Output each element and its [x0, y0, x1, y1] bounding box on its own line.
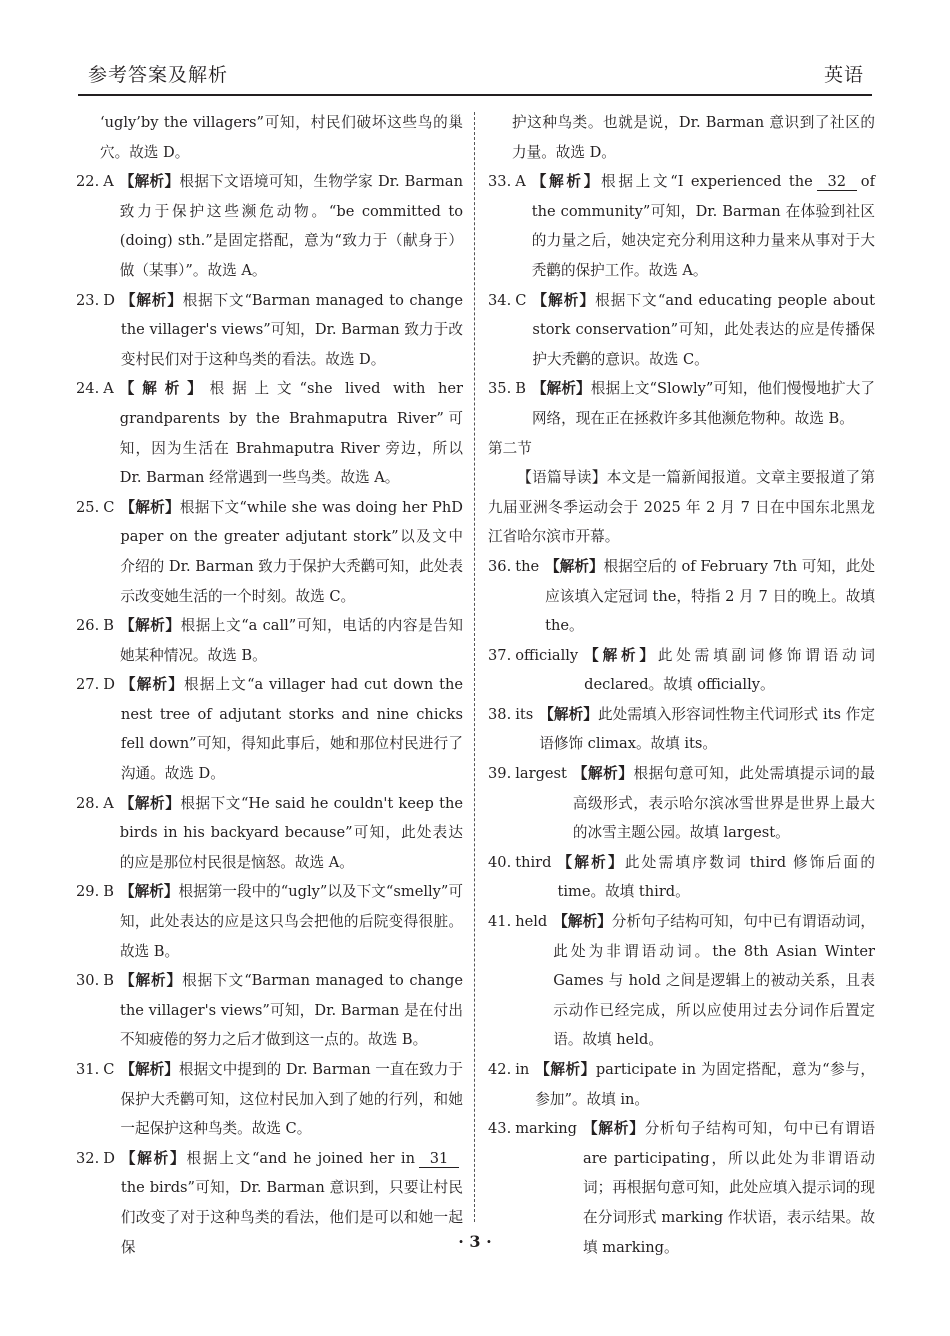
answer-entry-22 [76, 167, 463, 285]
analysis-tag: 【解析】 [531, 380, 591, 398]
question-number: 39. [488, 765, 512, 783]
explanation-text: 根据文中提到的 Dr. Barman 一直在致力于保护大秃鹳可知，这位村民加入到了她的行列，和她一起保护这种鸟类。故选 C。 [120, 1061, 463, 1138]
explanation-text: 根据空后的 of February 7th 可知，此处应该填入定冠词 the，特指 2 月 7 日的晚上。故填 the。 [545, 557, 875, 635]
explanation-text: 根据上文“I experienced the [601, 173, 813, 191]
answer-key: B [103, 883, 114, 901]
answer-entry-28 [76, 789, 463, 878]
analysis-tag: 【解析】 [572, 765, 634, 783]
answer-entry-38 [488, 700, 875, 759]
analysis-tag: 【解析】 [539, 705, 598, 723]
answer-key: C [103, 498, 115, 516]
answer-entry-23 [76, 286, 463, 375]
question-number: 42. [488, 1061, 512, 1078]
explanation-text-cont: the birds”可知，Dr. Barman 意识到，只要让村民们改变了对于这种鸟类的看法，他们是可以和她一起保 [120, 1179, 463, 1256]
explanation-text: 根据第一段中的“ugly”以及下文“smelly”可知，此处表达的应是这只鸟会把他的后院变得很脏。故选 B。 [119, 883, 463, 960]
explanation-text: 分析句子结构可知，句中已有谓语 are participating，所以此处为非谓语动词；再根据句意可知，此处应填入提示词的现在分词形式 marking 作状语，表示结果。故填 marking。 [583, 1120, 875, 1256]
explanation-text: 此处需填入形容词性物主代词形式 its 作定语修饰 climax。故填 its。 [539, 705, 875, 753]
answer-key: D [103, 291, 115, 309]
continuation-text: 护这种鸟类。也就是说，Dr. Barman 意识到了社区的力量。故选 D。 [512, 114, 875, 161]
answer-key: A [103, 173, 114, 191]
answer-entry-29 [76, 877, 463, 966]
explanation-text: 根据下文“Barman managed to change the villager's views”可知，Dr. Barman 致力于改变村民们对于这种鸟类的看法。故选 D。 [120, 291, 463, 368]
left-column [76, 108, 463, 1262]
answer-key: officially [515, 646, 579, 664]
header-rule [78, 94, 872, 96]
answer-entry-33 [488, 167, 875, 285]
analysis-tag: 【解析】 [119, 173, 180, 191]
answer-key: in [515, 1061, 530, 1078]
answer-key: C [515, 291, 527, 309]
explanation-text: 根据下文“and educating people about stork conservation”可知，此处表达的应是传播保护大秃鹳的意识。故选 C。 [532, 291, 875, 368]
answer-key: largest [515, 765, 567, 783]
blank-number: 32 [817, 174, 857, 191]
page-number: · 3 · [458, 1232, 492, 1251]
answer-key: D [103, 676, 115, 694]
question-number: 32. [76, 1149, 100, 1167]
answer-entry-35 [488, 374, 875, 433]
answer-entry-36 [488, 552, 875, 641]
answer-key: B [515, 380, 526, 398]
answer-key: its [515, 705, 534, 723]
answer-key: B [103, 972, 114, 990]
question-number: 28. [76, 794, 100, 812]
explanation-text: 分析句子结构可知，句中已有谓语动词，此处为非谓语动词。the 8th Asian Winter Games 与 hold 之间是逻辑上的被动关系，且表示动作已经完成，所以应使用过去分词作后置定语。故填 held。 [553, 913, 875, 1049]
question-number: 40. [488, 853, 512, 871]
question-number: 35. [488, 380, 512, 398]
explanation-text: 根据上文“a call”可知，电话的内容是告知她某种情况。故选 B。 [119, 617, 463, 664]
answer-entry-30 [76, 966, 463, 1055]
answer-entry-31 [76, 1055, 463, 1144]
explanation-text: 此处需填副词修饰谓语动词 declared。故填 officially。 [584, 646, 875, 694]
question-number: 22. [76, 173, 100, 191]
question-number: 34. [488, 291, 512, 309]
question-number: 37. [488, 646, 512, 664]
question-number: 27. [76, 676, 100, 694]
answer-entry-34 [488, 286, 875, 375]
explanation-text: participate in 为固定搭配，意为“参与，参加”。故填 in。 [535, 1061, 875, 1108]
question-number: 26. [76, 617, 100, 635]
question-number: 29. [76, 883, 100, 901]
question-number: 24. [76, 380, 100, 398]
explanation-text: 根据上文“she lived with her grandparents by the Brahmaputra River”可知，因为生活在 Brahmaputra River 旁边，所以 Dr. Barman 经常遇到一些鸟类。故选 A。 [119, 380, 463, 487]
blank-number: 31 [419, 1151, 459, 1168]
question-number: 30. [76, 972, 100, 990]
explanation-text: 根据句意可知，此处需填提示词的最高级形式，表示哈尔滨冰雪世界是世界上最大的冰雪主题公园。故填 largest。 [572, 765, 875, 842]
answer-entry-26 [76, 611, 463, 670]
answer-entry-42 [488, 1055, 875, 1114]
section-title: 第二节 [488, 439, 532, 457]
analysis-tag: 【解析】 [120, 1149, 187, 1167]
explanation-text: 根据下文语境可知，生物学家 Dr. Barman 致力于保护这些濒危动物。“be committed to (doing) sth.”是固定搭配，意为“致力于（献身于）做（某事）”。故选 A。 [119, 173, 463, 279]
answer-key: A [103, 794, 114, 812]
answer-key: the [515, 557, 540, 575]
analysis-tag: 【解析】 [545, 557, 604, 575]
question-number: 33. [488, 173, 512, 191]
analysis-tag: 【解析】 [120, 676, 184, 694]
question-number: 31. [76, 1061, 100, 1078]
analysis-tag: 【解析】 [119, 883, 179, 901]
page-header [78, 56, 872, 96]
analysis-tag: 【解析】 [553, 913, 612, 931]
explanation-text: 根据上文“Slowly”可知，他们慢慢地扩大了网络，现在正在拯救许多其他濒危物种。故选 B。 [531, 380, 875, 427]
analysis-tag: 【解析】 [120, 498, 180, 516]
analysis-tag: 【解析】 [584, 646, 658, 664]
explanation-text-cont: of the community”可知，Dr. Barman 在体验到社区的力量之后，她决定充分利用这种力量来从事对于大秃鹳的保护工作。故选 A。 [531, 173, 875, 279]
analysis-tag: 【解析】 [532, 291, 596, 309]
answer-key: marking [515, 1120, 577, 1138]
analysis-tag: 【解析】 [531, 173, 602, 191]
explanation-text: 根据下文“He said he couldn't keep the birds in his backyard because”可知，此处表达的应是那位村民很是恼怒。故选 A。 [119, 794, 463, 871]
answer-key: third [515, 853, 552, 871]
answer-key: held [515, 913, 548, 931]
answer-entry-40 [488, 848, 875, 907]
passage-guide: 【语篇导读】本文是一篇新闻报道。文章主要报道了第九届亚洲冬季运动会于 2025 年 2 月 7 日在中国东北黑龙江省哈尔滨市开幕。 [488, 469, 875, 546]
right-column [488, 108, 875, 1262]
header-subject: 英语 [823, 64, 864, 86]
explanation-text: 此处需填序数词 third 修饰后面的 time。故填 third。 [557, 853, 875, 901]
analysis-tag: 【解析】 [120, 291, 183, 309]
analysis-tag: 【解析】 [119, 380, 210, 398]
answer-key: A [515, 173, 526, 191]
analysis-tag: 【解析】 [557, 853, 625, 871]
answer-key: B [103, 617, 114, 635]
answer-entry-41 [488, 907, 875, 1055]
question-number: 41. [488, 913, 512, 931]
analysis-tag: 【解析】 [119, 972, 183, 990]
question-number: 43. [488, 1120, 512, 1138]
analysis-tag: 【解析】 [583, 1120, 645, 1138]
answer-entry-27 [76, 670, 463, 788]
analysis-tag: 【解析】 [119, 794, 181, 812]
question-number: 23. [76, 291, 100, 309]
answer-entry-39 [488, 759, 875, 848]
column-divider [474, 112, 475, 1222]
analysis-tag: 【解析】 [535, 1061, 596, 1078]
analysis-tag: 【解析】 [119, 617, 181, 635]
answer-entry-25 [76, 493, 463, 611]
question-number: 36. [488, 557, 512, 575]
answer-entry-37 [488, 641, 875, 700]
explanation-text: 根据下文“while she was doing her PhD paper on the greater adjutant stork”以及文中介绍的 Dr. Barman 致力于保护大秃鹳可知，此处表示改变她生活的一个时刻。故选 C。 [120, 498, 463, 605]
header-title: 参考答案及解析 [88, 64, 229, 86]
answer-key: C [103, 1061, 115, 1078]
answer-key: D [103, 1149, 115, 1167]
analysis-tag: 【解析】 [120, 1061, 179, 1078]
explanation-text: 根据下文“Barman managed to change the villager's views”可知，Dr. Barman 是在付出不知疲倦的努力之后才做到这一点的。故选 B。 [119, 972, 463, 1049]
answer-entry-24 [76, 374, 463, 492]
explanation-text: 根据上文“a villager had cut down the nest tree of adjutant storks and nine chicks fell down”可知，得知此事后，她和那位村民进行了沟通。故选 D。 [120, 676, 463, 783]
continuation-text: ‘ugly’by the villagers”可知，村民们破坏这些鸟的巢穴。故选 D。 [100, 114, 463, 161]
answer-key: A [103, 380, 114, 398]
question-number: 38. [488, 705, 512, 723]
explanation-text: 根据上文“and he joined her in [186, 1149, 415, 1167]
question-number: 25. [76, 498, 100, 516]
